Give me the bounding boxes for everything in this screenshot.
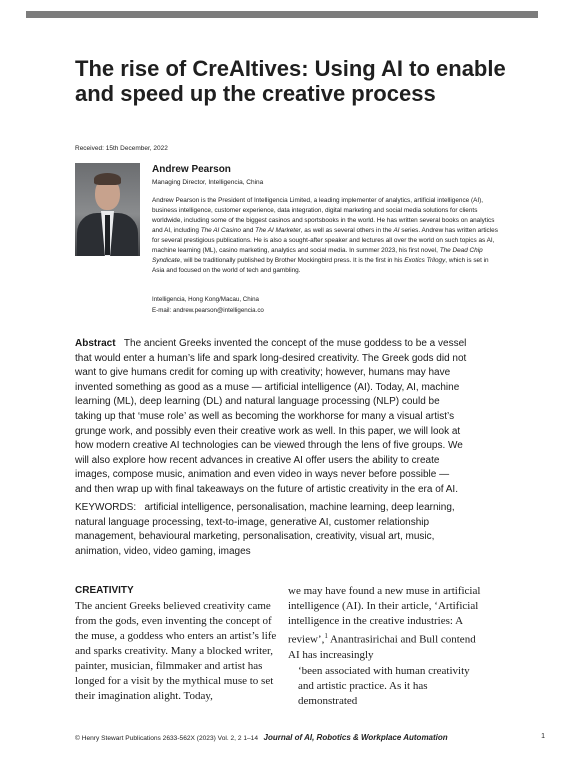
keywords	[75, 501, 467, 559]
author-name: Andrew Pearson	[152, 164, 231, 175]
section-heading: CREATIVITY	[75, 585, 134, 596]
body-column-right: we may have found a new muse in artificial intelligence (AI). In their article, ‘Artificial intelligence in the creative industries: A review’,$^1$ Anantrasirichai and Bull contend AI has increasingly	[288, 585, 481, 661]
page-number: 1	[541, 733, 545, 740]
abstract	[75, 337, 467, 498]
keywords-text: artificial intelligence, personalisation, machine learning, deep learning, natural language processing, text-to-image, generative AI, customer relationship management, behavioural marketing, personalisation, creativity, visual art, music, animation, video, video gaming, images	[75, 502, 455, 557]
header-bar	[26, 11, 538, 18]
author-affiliation: Intelligencia, Hong Kong/Macau, China	[152, 296, 259, 303]
article-title: The rise of CreAItives: Using AI to enable and speed up the creative process	[75, 56, 506, 106]
footnote-ref: 1	[324, 632, 328, 640]
abstract-text: The ancient Greeks invented the concept of the muse goddess to be a vessel that would enter a human’s life and spark long-desired creativity. The Greek gods did not want to give humans credit for coming up with creativity; however, humans may have invented something as good as a muse — artificial intelligence (AI). Today, AI, machine learning (ML), deep learning (DL) and natural language processing (NLP) could be taking up that ‘muse role’ as well as becoming the workhorse for many a visual artist’s grunge work, and possibly even their creative work as well. In this paper, we will look at how modern creative AI technologies can be viewed through the lens of five groups. We will also explore how recent advances in creative AI offer users the ability to create images, compose music, animation and even video in ways never before possible — and then wrap up with final takeaways on the future of artistic creativity in the era of AI.	[75, 338, 467, 495]
page-footer	[75, 733, 545, 742]
author-role: Managing Director, Intelligencia, China	[152, 179, 264, 186]
keywords-label: KEYWORDS:	[75, 502, 137, 513]
footer-publisher: © Henry Stewart Publications 2633-562X (2023) Vol. 2, 2 1–14	[75, 735, 258, 742]
received-date: Received: 15th December, 2022	[75, 145, 168, 152]
footer-journal: Journal of AI, Robotics & Workplace Automation	[263, 733, 448, 742]
author-photo	[75, 163, 140, 256]
author-bio: Andrew Pearson is the President of Intelligencia Limited, a leading implementer of analytics, artificial intelligence (AI), business intelligence, customer experience, data integration, digital marketing and social media solutions for clients worldwide, including some of the biggest casinos and sportsbooks in the world. He has written several books on analytics and AI, including The AI Casino and The AI Marketer, as well as several others in the AI series. Andrew has written articles for several prestigious publications. He is also a sought-after speaker and lectures all over the world on such topics as AI, machine learning (ML), casino marketing, analytics and social media. In summer 2023, his first novel, The Dead Chip Syndicate, will be traditionally published by Brother Mockingbird press. It is the first in his Exotics Trilogy, which is set in Asia and focused on the world of tech and gambling.	[152, 197, 498, 274]
body-column-left: The ancient Greeks believed creativity came from the gods, even inventing the concept of the muse, a goddess who enters an artist’s life and sparks creativity. Many a blocked writer, painter, musician, filmmaker and artist has longed for a visit by the mythical muse to set their imagination alight. Today,	[75, 600, 277, 702]
abstract-label: Abstract	[75, 338, 116, 349]
author-email: E-mail: andrew.pearson@intelligencia.co	[152, 307, 264, 314]
block-quote: ‘been associated with human creativity and artistic practice. As it has demonstrated	[298, 665, 470, 707]
